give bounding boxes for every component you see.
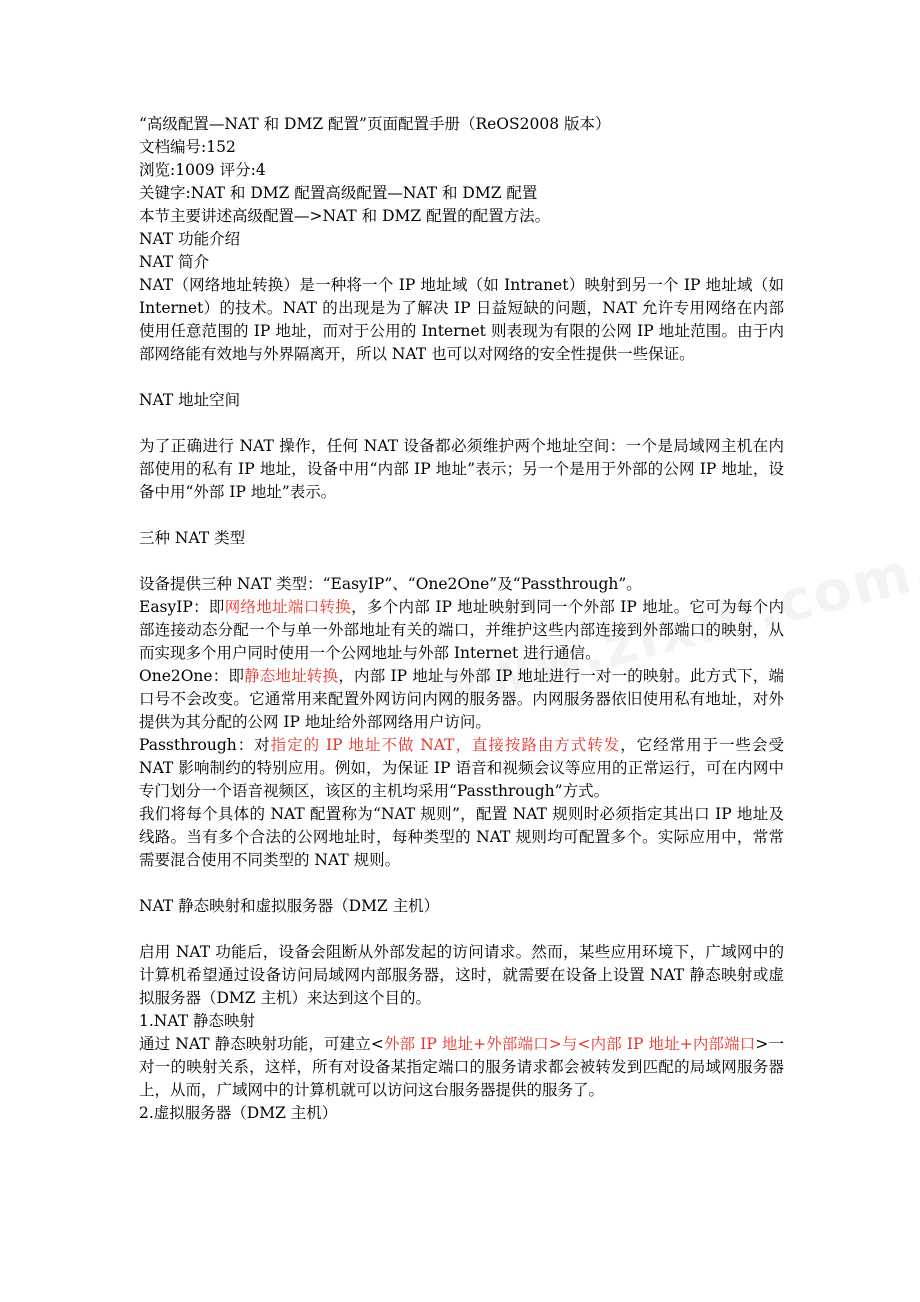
spacer xyxy=(139,504,784,527)
doc-number: 文档编号:152 xyxy=(139,138,236,156)
one2one-text: ，内部 IP 地址与外部 IP 地址进行一对一的映射。此方式下，端口号不会改变。它通常用来配置外网访问内网的服务器。内网服务器依旧使用私有地址，对外提供为其分配的公网 IP 地址给外部网络用户访问。 xyxy=(139,667,784,731)
addr-space-paragraph: 为了正确进行 NAT 操作，任何 NAT 设备都必须维护两个地址空间：一个是局域网主机在内部使用的私有 IP 地址，设备中用“内部 IP 地址”表示；另一个是用于外部的公网 IP 地址，设备中用“外部 IP 地址”表示。 xyxy=(139,437,784,501)
one2one-lead: One2One：即 xyxy=(139,667,245,685)
static-bracket-close: > xyxy=(548,1035,562,1053)
easyip-paragraph xyxy=(139,596,784,665)
static-bracket-open: < xyxy=(577,1035,591,1053)
static-mapping-paragraph xyxy=(139,1033,784,1102)
easyip-text: ，多个内部 IP 地址映射到同一个外部 IP 地址。它可为每个内部连接动态分配一个与单一外部地址有关的端口，并维护这些内部连接到外部端口的映射，从而实现多个用户同时使用一个公网地址与外部 Internet 进行通信。 xyxy=(139,598,784,662)
intro-line: 本节主要讲述高级配置—>NAT 和 DMZ 配置的配置方法。 xyxy=(139,207,551,225)
spacer xyxy=(139,872,784,895)
one2one-highlight: 静态地址转换 xyxy=(244,667,339,685)
section-heading-addr-space: NAT 地址空间 xyxy=(139,391,241,409)
keywords: 关键字:NAT 和 DMZ 配置高级配置—NAT 和 DMZ 配置 xyxy=(139,184,538,202)
spacer xyxy=(139,918,784,941)
passthrough-lead: Passthrough：对 xyxy=(139,736,271,754)
views-rating: 浏览:1009 评分:4 xyxy=(139,161,266,179)
doc-title: “高级配置—NAT 和 DMZ 配置”页面配置手册（ReOS2008 版本） xyxy=(139,115,611,133)
subheading-virtual-server: 2.虚拟服务器（DMZ 主机） xyxy=(139,1104,338,1122)
document-body xyxy=(139,113,784,1125)
static-highlight-and: 与 xyxy=(561,1035,578,1053)
passthrough-text: ，它经常用于一些会受 NAT 影响制约的特别应用。例如，为保证 IP 语音和视频会议等应用的正常运行，可在内网中专门划分一个语音视频区，该区的主机均采用“Passthrough”方式。 xyxy=(139,736,784,800)
section-heading-nat-intro: NAT 功能介绍 xyxy=(139,230,241,248)
spacer xyxy=(139,366,784,389)
static-lead: 通过 NAT 静态映射功能，可建立< xyxy=(139,1035,384,1053)
static-highlight-internal: 内部 IP 地址+内部端口 xyxy=(590,1035,756,1053)
static-text: >一对一的映射关系，这样，所有对设备某指定端口的服务请求都会被转发到匹配的局域网服务器上，从而，广域网中的计算机就可以访问这台服务器提供的服务了。 xyxy=(139,1035,784,1099)
section-heading-nat-brief: NAT 简介 xyxy=(139,253,210,271)
spacer xyxy=(139,550,784,573)
easyip-highlight: 网络地址端口转换 xyxy=(224,598,352,616)
passthrough-paragraph xyxy=(139,734,784,803)
section-heading-three-types: 三种 NAT 类型 xyxy=(139,529,246,547)
section-heading-static-dmz: NAT 静态映射和虚拟服务器（DMZ 主机） xyxy=(139,897,440,915)
nat-brief-paragraph: NAT（网络地址转换）是一种将一个 IP 地址域（如 Intranet）映射到另一个 IP 地址域（如 Internet）的技术。NAT 的出现是为了解决 IP 日益短缺的问题，NAT 允许专用网络在内部使用任意范围的 IP 地址，而对于公用的 Internet 则表现为有限的公网 IP 地址范围。由于内部网络能有效地与外界隔离开，所以 NAT 也可以对网络的安全性提供一些保证。 xyxy=(139,276,784,363)
nat-rules-paragraph: 我们将每个具体的 NAT 配置称为“NAT 规则”，配置 NAT 规则时必须指定其出口 IP 地址及线路。当有多个合法的公网地址时，每种类型的 NAT 规则均可配置多个。实际应用中，常常需要混合使用不同类型的 NAT 规则。 xyxy=(139,805,784,869)
static-highlight-external: 外部 IP 地址+外部端口 xyxy=(383,1035,549,1053)
static-dmz-paragraph: 启用 NAT 功能后，设备会阻断从外部发起的访问请求。然而，某些应用环境下，广域网中的计算机希望通过设备访问局域网内部服务器，这时，就需要在设备上设置 NAT 静态映射或虚拟服务器（DMZ 主机）来达到这个目的。 xyxy=(139,943,784,1007)
easyip-lead: EasyIP：即 xyxy=(139,598,225,616)
spacer xyxy=(139,412,784,435)
one2one-paragraph xyxy=(139,665,784,734)
subheading-static-mapping: 1.NAT 静态映射 xyxy=(139,1012,255,1030)
three-types-paragraph: 设备提供三种 NAT 类型：“EasyIP”、“One2One”及“Passthrough”。 xyxy=(139,575,642,593)
passthrough-highlight: 指定的 IP 地址不做 NAT，直接按路由方式转发 xyxy=(270,736,621,754)
